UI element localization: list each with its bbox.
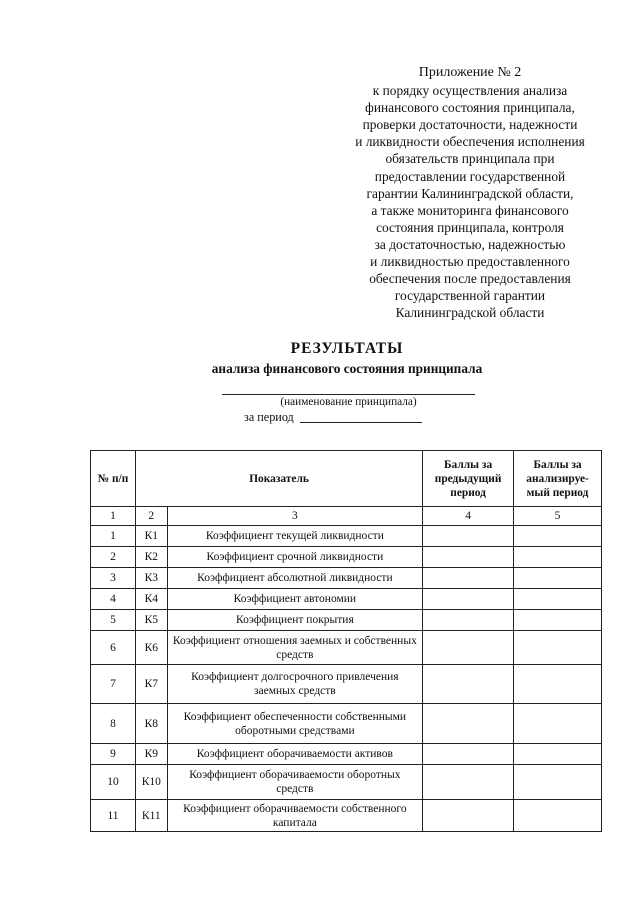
row-code: К10: [135, 765, 167, 800]
row-current-score: [514, 765, 602, 800]
row-number: 2: [91, 547, 136, 568]
appendix-line: обязательств принципала при: [385, 151, 555, 167]
appendix-line: государственной гарантии: [394, 288, 546, 304]
appendix-line: проверки достаточности, надежности: [362, 117, 578, 133]
table-row: [91, 631, 602, 665]
header-analyzed-period: Баллы за анализируе- мый период: [514, 451, 602, 507]
row-indicator: Коэффициент долгосрочного привлечения заемных средств: [167, 665, 422, 704]
row-prev-score: [423, 568, 514, 589]
table-header-row: [91, 451, 602, 507]
row-number: 3: [91, 568, 136, 589]
row-current-score: [514, 704, 602, 744]
appendix-line: и ликвидностью предоставленного: [370, 254, 570, 270]
header-prev-period: Баллы за предыдущий период: [423, 451, 514, 507]
document-subtitle: анализа финансового состояния принципала: [211, 361, 483, 376]
appendix-line: гарантии Калининградской области,: [366, 185, 574, 201]
row-current-score: [514, 589, 602, 610]
row-code: К3: [135, 568, 167, 589]
row-code: К8: [135, 704, 167, 744]
results-table: [90, 450, 602, 832]
table-row: [91, 744, 602, 765]
row-indicator: Коэффициент оборачиваемости оборотных средств: [167, 765, 422, 800]
row-number: 8: [91, 704, 136, 744]
table-row: [91, 526, 602, 547]
row-prev-score: [423, 610, 514, 631]
row-indicator: Коэффициент отношения заемных и собственных средств: [167, 631, 422, 665]
row-number: 4: [91, 589, 136, 610]
appendix-header: [338, 64, 602, 321]
column-number: 1: [91, 507, 136, 526]
row-indicator: Коэффициент оборачиваемости собственного капитала: [167, 800, 422, 832]
appendix-line: и ликвидности обеспечения исполнения: [355, 134, 585, 150]
appendix-line: Приложение № 2: [418, 65, 522, 80]
row-number: 1: [91, 526, 136, 547]
table-row: [91, 765, 602, 800]
row-indicator: Коэффициент срочной ликвидности: [167, 547, 422, 568]
row-current-score: [514, 631, 602, 665]
row-code: К7: [135, 665, 167, 704]
row-code: К9: [135, 744, 167, 765]
appendix-line: финансового состояния принципала,: [365, 100, 575, 116]
row-prev-score: [423, 631, 514, 665]
column-number: 4: [423, 507, 514, 526]
appendix-line: состояния принципала, контроля: [376, 219, 564, 235]
row-number: 11: [91, 800, 136, 832]
row-prev-score: [423, 665, 514, 704]
row-prev-score: [423, 765, 514, 800]
row-current-score: [514, 526, 602, 547]
row-indicator: Коэффициент оборачиваемости активов: [167, 744, 422, 765]
row-number: 9: [91, 744, 136, 765]
column-number: 5: [514, 507, 602, 526]
period-label: за период: [244, 410, 294, 424]
appendix-line: к порядку осуществления анализа: [372, 83, 568, 99]
row-prev-score: [423, 744, 514, 765]
row-number: 7: [91, 665, 136, 704]
header-num: № п/п: [91, 451, 136, 507]
principal-name-line: [222, 394, 475, 395]
row-current-score: [514, 610, 602, 631]
table-row: [91, 665, 602, 704]
appendix-line: а также мониторинга финансового: [371, 202, 569, 218]
row-prev-score: [423, 800, 514, 832]
row-current-score: [514, 568, 602, 589]
row-current-score: [514, 800, 602, 832]
row-current-score: [514, 665, 602, 704]
row-indicator: Коэффициент автономии: [167, 589, 422, 610]
row-indicator: Коэффициент обеспеченности собственными оборотными средствами: [167, 704, 422, 744]
row-prev-score: [423, 589, 514, 610]
table-row: [91, 568, 602, 589]
row-code: К11: [135, 800, 167, 832]
column-number: 3: [167, 507, 422, 526]
row-code: К1: [135, 526, 167, 547]
document-title: РЕЗУЛЬТАТЫ: [290, 340, 404, 357]
row-number: 6: [91, 631, 136, 665]
table-row: [91, 547, 602, 568]
appendix-line: за достаточностью, надежностью: [374, 236, 566, 252]
row-number: 10: [91, 765, 136, 800]
numbering-row: [91, 507, 602, 526]
row-prev-score: [423, 704, 514, 744]
table-row: [91, 589, 602, 610]
row-current-score: [514, 547, 602, 568]
table-row: [91, 704, 602, 744]
header-indicator: Показатель: [135, 451, 422, 507]
row-number: 5: [91, 610, 136, 631]
row-prev-score: [423, 547, 514, 568]
row-prev-score: [423, 526, 514, 547]
principal-name-caption: (наименование принципала): [280, 396, 417, 408]
table-row: [91, 610, 602, 631]
row-indicator: Коэффициент текущей ликвидности: [167, 526, 422, 547]
appendix-line: Калининградской области: [395, 305, 545, 321]
period-line: [300, 422, 422, 423]
row-indicator: Коэффициент абсолютной ликвидности: [167, 568, 422, 589]
row-current-score: [514, 744, 602, 765]
row-code: К2: [135, 547, 167, 568]
appendix-line: обеспечения после предоставления: [369, 271, 571, 287]
appendix-line: предоставлении государственной: [374, 168, 566, 184]
row-code: К4: [135, 589, 167, 610]
row-code: К5: [135, 610, 167, 631]
row-indicator: Коэффициент покрытия: [167, 610, 422, 631]
column-number: 2: [135, 507, 167, 526]
row-code: К6: [135, 631, 167, 665]
table-row: [91, 800, 602, 832]
